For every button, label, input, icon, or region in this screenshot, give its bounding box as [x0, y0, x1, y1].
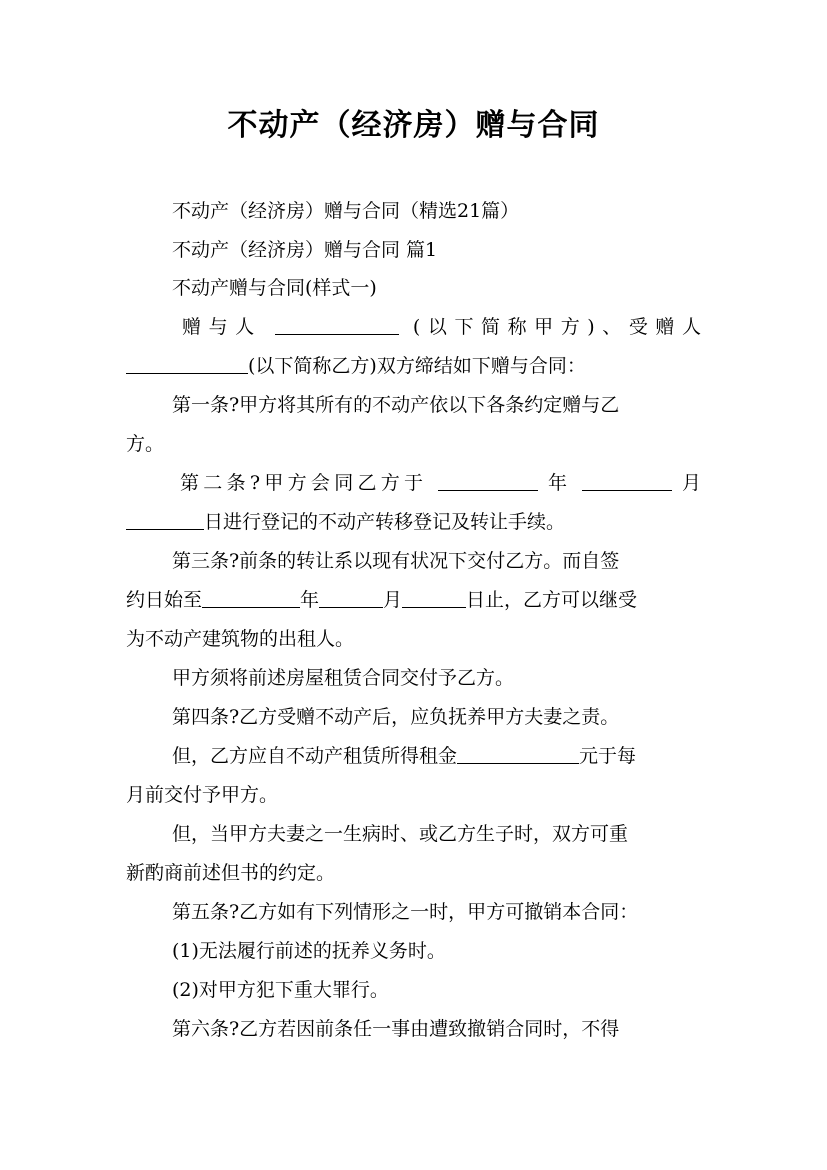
clause2-line-2	[126, 503, 701, 541]
clause3-year-label: 年	[300, 589, 320, 611]
donor-blank	[275, 314, 399, 335]
clause2-month-label: 月	[681, 472, 701, 494]
para-rent-text-a: 但，乙方应自不动产租赁所得租金	[172, 745, 458, 767]
clause2-text-a: 第二条?甲方会同乙方于	[180, 472, 428, 494]
clause3-line-3: 为不动产建筑物的出租人。	[126, 628, 355, 650]
para-lease: 甲方须将前述房屋租赁合同交付予乙方。	[172, 667, 515, 689]
article-heading: 不动产（经济房）赠与合同 篇1	[172, 239, 438, 261]
parties-line-2	[126, 347, 701, 385]
parties-line-1	[182, 308, 701, 346]
clause2-year-blank	[438, 470, 538, 491]
para-rent-line-2: 月前交付予甲方。	[126, 784, 279, 806]
clause5-item-2: (2)对甲方犯下重大罪行。	[172, 979, 389, 1001]
clause5-item-1: (1)无法履行前述的抚养义务时。	[172, 940, 446, 962]
clause3-text-a: 约日始至	[126, 589, 203, 611]
parties-line-1-text: (以下简称甲方)、受赠人	[412, 316, 701, 338]
clause4: 第四条?乙方受赠不动产后，应负抚养甲方夫妻之责。	[172, 706, 620, 728]
clause1-line-2: 方。	[126, 433, 165, 455]
donor-label: 赠与人	[182, 316, 262, 338]
clause3-month-blank	[319, 587, 383, 608]
para-illness-line-2: 新酌商前述但书的约定。	[126, 862, 336, 884]
clause3-month-label: 月	[383, 589, 403, 611]
style-heading: 不动产赠与合同(样式一)	[172, 277, 377, 299]
clause3-line-1: 第三条?前条的转让系以现有状况下交付乙方。而自签	[172, 550, 620, 572]
clause1-line-1: 第一条?甲方将其所有的不动产依以下各条约定赠与乙	[172, 394, 620, 416]
clause5: 第五条?乙方如有下列情形之一时，甲方可撤销本合同：	[172, 901, 639, 923]
rent-amount-blank	[457, 743, 579, 764]
donee-blank	[126, 353, 248, 374]
clause6-line-1: 第六条?乙方若因前条任一事由遭致撤销合同时，不得	[172, 1018, 620, 1040]
para-rent-line-1	[172, 737, 701, 775]
document-title: 不动产（经济房）赠与合同	[227, 108, 600, 143]
para-illness-line-1: 但，当甲方夫妻之一生病时、或乙方生子时，双方可重	[172, 823, 629, 845]
clause3-text-d: 日止，乙方可以继受	[466, 589, 638, 611]
clause2-day-blank	[126, 509, 204, 530]
parties-line-2-text: (以下简称乙方)双方缔结如下赠与合同：	[248, 355, 586, 377]
clause3-line-2	[126, 581, 701, 619]
clause2-month-blank	[582, 470, 672, 491]
clause3-year-blank	[202, 587, 300, 608]
clause3-day-blank	[402, 587, 466, 608]
document-subtitle: 不动产（经济房）赠与合同（精选21篇）	[172, 200, 520, 222]
clause2-year-label: 年	[548, 472, 572, 494]
para-rent-text-b: 元于每	[579, 745, 637, 767]
clause2-line-1	[180, 464, 701, 502]
clause2-line-2-text: 日进行登记的不动产转移登记及转让手续。	[204, 511, 566, 533]
